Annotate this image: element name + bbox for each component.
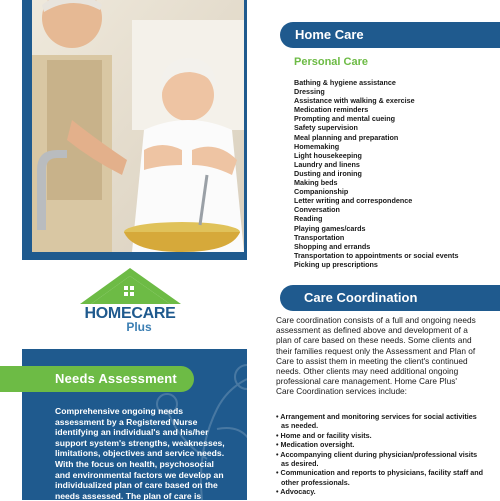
list-item: Reading (294, 214, 323, 224)
list-item: Picking up prescriptions (294, 259, 378, 269)
list-item: Dusting and ironing (294, 168, 362, 178)
list-item: • Home and or facility visits. (276, 431, 486, 440)
seniors-cooking-photo (32, 0, 244, 252)
list-item: Transportation (294, 232, 345, 242)
list-item: Companionship (294, 187, 349, 197)
list-item: Transportation to appointments or social events (294, 250, 459, 260)
list-item: • Medication oversight. (276, 440, 486, 449)
list-item: Making beds (294, 178, 338, 188)
list-item: Laundry and linens (294, 159, 360, 169)
list-item: Medication reminders (294, 105, 369, 115)
list-item: Meal planning and preparation (294, 132, 399, 142)
home-care-heading: Home Care (295, 27, 364, 42)
list-item: Conversation (294, 205, 340, 215)
logo-care: CARE (131, 305, 176, 322)
logo-plus: Plus (126, 320, 152, 334)
needs-assessment-heading: Needs Assessment (55, 371, 177, 386)
list-item: Playing games/cards (294, 223, 366, 233)
list-item: • Arrangement and monitoring services for social activities as needed. (276, 412, 486, 431)
list-item: Light housekeeping (294, 150, 362, 160)
care-coordination-intro: Care coordination consists of a full and ongoing needs assessment as defined above and development of a plan of care based on these needs. Some clients and their families request only the Assessment and Plan of Care to assist them in meeting the client's continued needs. Other clients may need additional ongoing professional care management. Home Care Plus' Care Coordination services include: (276, 315, 476, 397)
list-item: Safety supervision (294, 123, 358, 133)
list-item: • Advocacy. (276, 487, 486, 496)
home-care-tab (280, 22, 500, 48)
care-coordination-tab (280, 285, 500, 311)
personal-care-list (294, 78, 459, 269)
logo-home: HOME (84, 305, 132, 322)
personal-care-subheading: Personal Care (294, 56, 368, 68)
care-coordination-list (276, 412, 486, 497)
list-item: Letter writing and correspondence (294, 196, 413, 206)
list-item: Shopping and errands (294, 241, 371, 251)
photo-illustration (32, 0, 244, 252)
care-coordination-heading: Care Coordination (304, 290, 418, 305)
list-item: • Accompanying client during physician/professional visits as desired. (276, 450, 486, 469)
list-item: Prompting and mental cueing (294, 114, 396, 124)
list-item: Bathing & hygiene assistance (294, 78, 396, 87)
list-item: • Communication and reports to physicians, facility staff and other professionals. (276, 468, 486, 487)
needs-assessment-body: Comprehensive ongoing needs assessment by a Registered Nurse identifying an individual's and his/her support system's strengths, weaknesses, limitations, objectives and service needs. With the focus on health, psychosocial and environmental factors we develop an individualized plan of care based on the needs assessed. The plan of care is (55, 406, 225, 501)
list-item: Assistance with walking & exercise (294, 96, 415, 106)
list-item: Homemaking (294, 141, 340, 151)
list-item: Dressing (294, 87, 325, 97)
